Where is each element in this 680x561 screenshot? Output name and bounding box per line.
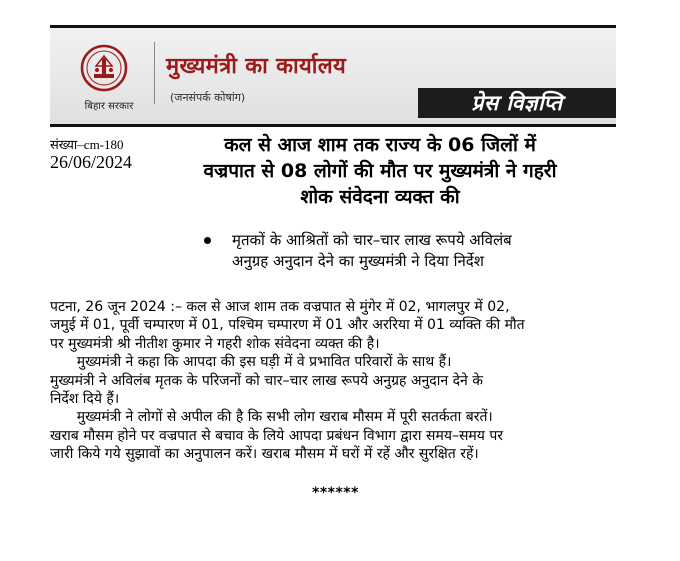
letterhead bbox=[50, 25, 616, 127]
press-release-banner: प्रेस विज्ञप्ति bbox=[418, 88, 616, 118]
body-line: पर मुख्यमंत्री श्री नीतीश कुमार ने गहरी शोक संवेदना व्यक्त की है। bbox=[50, 335, 380, 352]
header-divider bbox=[154, 42, 155, 104]
bihar-emblem-icon bbox=[80, 44, 128, 92]
body-line: मुख्यमंत्री ने कहा कि आपदा की इस घड़ी में वे प्रभावित परिवारों के साथ हैं। bbox=[50, 354, 452, 371]
bullet-point-icon bbox=[204, 237, 211, 244]
sub-headline-line: अनुग्रह अनुदान देने का मुख्यमंत्री ने दिया निर्देश bbox=[232, 252, 484, 270]
body-line: पटना, 26 जून 2024 :– कल से आज शाम तक वज्रपात से मुंगेर में 02, भागलपुर में 02, bbox=[50, 299, 510, 315]
end-mark: ****** bbox=[312, 485, 359, 501]
body-line: जारी किये गये सुझावों का अनुपालन करें। खराब मौसम में घरों में रहें और सुरक्षित रहें। bbox=[50, 446, 479, 463]
sub-headline-line: मृतकों के आश्रितों को चार–चार लाख रूपये अविलंब bbox=[232, 231, 512, 249]
headline-line: कल से आज शाम तक राज्य के 06 जिलों में bbox=[224, 134, 536, 156]
sub-headline bbox=[232, 230, 512, 272]
body-paragraphs bbox=[50, 298, 626, 464]
headline-line: शोक संवेदना व्यक्त की bbox=[300, 186, 460, 208]
release-date: 26/06/2024 bbox=[50, 152, 133, 172]
body-line: निर्देश दिये हैं। bbox=[50, 391, 120, 408]
office-title: मुख्यमंत्री का कार्यालय bbox=[166, 54, 347, 79]
body-line: मुख्यमंत्री ने लोगों से अपील की है कि सभी लोग खराब मौसम में पूरी सतर्कता बरतें। bbox=[50, 409, 493, 426]
headline-line: वज्रपात से 08 लोगों की मौत पर मुख्यमंत्री ने गहरी bbox=[203, 160, 557, 182]
emblem-caption: बिहार सरकार bbox=[84, 101, 134, 112]
headline bbox=[180, 132, 580, 210]
body-line: खराब मौसम होने पर वज्रपात से बचाव के लिये आपदा प्रबंधन विभाग द्वारा समय–समय पर bbox=[50, 427, 504, 444]
body-line: मुख्यमंत्री ने अविलंब मृतक के परिजनों को चार–चार लाख रूपये अनुग्रह अनुदान देने के bbox=[50, 372, 483, 389]
reference-number: संख्या–cm-180 bbox=[50, 137, 124, 152]
body-line: जमुई में 01, पूर्वी चम्पारण में 01, पश्चिम चम्पारण में 01 और अररिया में 01 व्यक्ति की मौत bbox=[50, 317, 525, 334]
office-subtitle: (जनसंपर्क कोषांग) bbox=[170, 91, 246, 104]
